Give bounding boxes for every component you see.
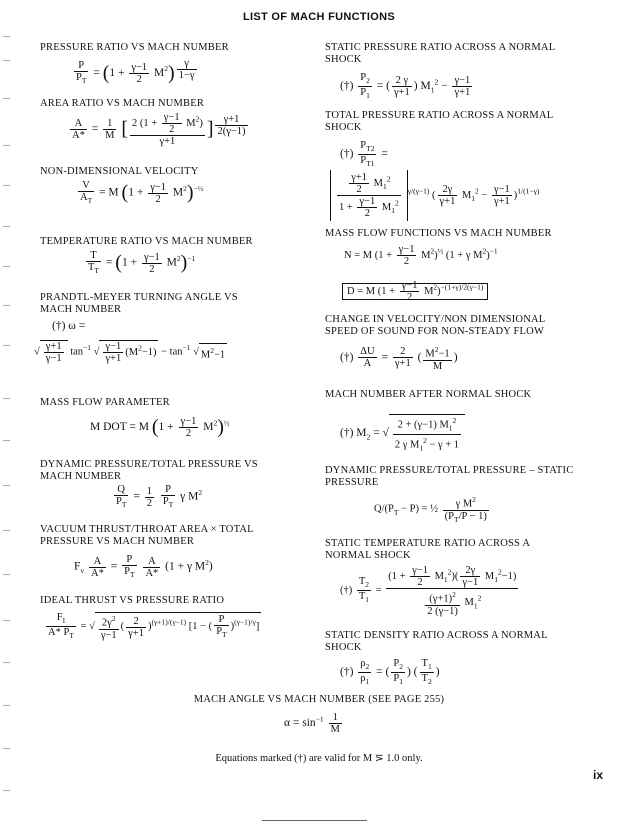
dagger-marker: (†)	[340, 80, 354, 93]
heading-nondim-velocity: NON-DIMENSIONAL VELOCITY	[40, 166, 199, 177]
page-number: ix	[593, 768, 604, 782]
eq-dynamic-pressure: $\frac{Q}{P_T}$ = $\frac{1}{2}$ $\frac{P}{P_T}$ γ $M^2$	[116, 484, 203, 510]
eq-mass-flow-d: D = M (1 + $\frac{\gamma-1}{2}$ $M^2)^{-(1+\gamma)/2(\gamma-1)}$	[342, 280, 488, 303]
dagger-marker: (†)	[52, 320, 66, 332]
heading-mach-after-shock: MACH NUMBER AFTER NORMAL SHOCK	[325, 389, 532, 400]
eq-prandtl-meyer: √ $\frac{\gamma+1}{\gamma-1}$ $\tan^{-1}$ √ $\frac{\gamma-1}{\gamma+1}$ $(M^2-1) - \tan^{-1}$ √ $M^2-1$	[34, 341, 226, 364]
eq-pressure-ratio: $\frac{P}{P_T}$ = (1 + $\frac{\gamma-1}{2}$ $M^2$) $^{\frac{\gamma}{1-\gamma}}$	[76, 58, 195, 86]
eq-vacuum-thrust: $F_v$ $\frac{A}{A*}$ = $\frac{P}{P_T}$ $\frac{A}{A*}$ (1 + γ $M^2$)	[74, 554, 213, 580]
page-title: LIST OF MACH FUNCTIONS	[242, 11, 396, 23]
eq-temperature-ratio: $\frac{T}{T_T}$ = (1 + $\frac{\gamma-1}{2}$ $M^2)^{-1}$	[88, 250, 196, 276]
eq-mach-after-shock: (†) $M_2$ = √ $\frac{2 + (\gamma-1) M_1^2}{2 \gamma M_1^2 - \gamma + 1}$	[340, 414, 465, 453]
heading-pressure-ratio: PRESSURE RATIO VS MACH NUMBER	[40, 42, 229, 53]
eq-mass-flow-n: N = M (1 + $\frac{\gamma-1}{2}$ $M^2)^{\frac{1}{2}}$ (1 + γ $M^2)^{-1}$	[344, 244, 498, 267]
heading-dynamic-pressure: DYNAMIC PRESSURE/TOTAL PRESSURE VS MACH NUMBER	[40, 459, 258, 482]
heading-static-temperature-shock: STATIC TEMPERATURE RATIO ACROSS A NORMAL SHOCK	[325, 538, 530, 561]
dagger-marker: (†)	[340, 427, 354, 440]
heading-area-ratio: AREA RATIO VS MACH NUMBER	[40, 98, 205, 109]
eq-static-pressure-shock: (†) $\frac{P_2}{P_1}$ = ( $\frac{2 \gamma}{\gamma+1}$ ) $M_1^2$ − $\frac{\gamma-1}{\gamma+1}$	[340, 72, 471, 101]
heading-prandtl-meyer: PRANDTL-MEYER TURNING ANGLE VS MACH NUMBER	[40, 292, 238, 315]
heading-mass-flow-param: MASS FLOW PARAMETER	[40, 397, 170, 408]
heading-dynamic-static: DYNAMIC PRESSURE/TOTAL PRESSURE – STATIC PRESSURE	[325, 465, 574, 488]
heading-velocity-change: CHANGE IN VELOCITY/NON DIMENSIONAL SPEED OF SOUND FOR NON-STEADY FLOW	[325, 314, 545, 337]
eq-dynamic-static: $Q/(P_T - P)$ = ½ $\frac{\gamma M^2}{(P_T/P - 1)}$	[374, 495, 487, 524]
eq-mass-flow-param: M DOT = M (1 + $\frac{\gamma-1}{2}$ $M^2)^{\frac{1}{2}}$	[90, 416, 230, 439]
eq-ideal-thrust: $\frac{F_I}{A* P_T}$ = √ $\frac{2\gamma^2}{\gamma-1}$ ( $\frac{2}{\gamma+1}$ )$^{(\gamma+1)/(\gamma-1)}$ [1 − ( $\frac{P}{P_T}$ )$^{(\gamma-1)/\gamma}$]	[48, 612, 260, 641]
dagger-marker: (†)	[340, 666, 354, 679]
heading-mach-angle: MACH ANGLE VS MACH NUMBER (SEE PAGE 255)	[193, 694, 445, 705]
dagger-marker: (†)	[340, 351, 354, 364]
eq-total-pressure-shock-lhs: (†) $\frac{P_{T2}}{P_{T1}}$ =	[340, 140, 388, 169]
heading-mass-flow-functions: MASS FLOW FUNCTIONS VS MACH NUMBER	[325, 228, 552, 239]
heading-vacuum-thrust: VACUUM THRUST/THROAT AREA × TOTAL PRESSURE VS MACH NUMBER	[40, 524, 254, 547]
eq-velocity-change: (†) $\frac{\Delta U}{A}$ = $\frac{2}{\gamma+1}$ ( $\frac{M^2-1}{M}$ )	[340, 345, 458, 372]
heading-static-pressure-shock: STATIC PRESSURE RATIO ACROSS A NORMAL SHOCK	[325, 42, 555, 65]
heading-ideal-thrust: IDEAL THRUST VS PRESSURE RATIO	[40, 595, 225, 606]
eq-prandtl-meyer-lhs: (†) ω =	[52, 320, 86, 332]
eq-mach-angle: $\alpha = \sin^{-1}$ $\frac{1}{M}$	[284, 712, 340, 735]
eq-area-ratio: $\frac{A}{A*}$ = $\frac{1}{M}$ [ 2 (1 + $\frac{\gamma-1}{2}$ $M^2$) γ+1 ] $^{\frac{\gamma+1}{2(\gamma-1)}}$	[72, 112, 246, 147]
heading-static-density-shock: STATIC DENSITY RATIO ACROSS A NORMAL SHOCK	[325, 630, 548, 653]
eq-static-temperature-shock: (†) $\frac{T_2}{T_1}$ = (1 + $\frac{\gamma-1}{2}$ $M_1^2$)( $\frac{2\gamma}{\gamma-1}$ $M_1^2-1$) $\frac{(\gamma+1)^2}{2 (\gamma-1)}$ $M_1^2$	[340, 565, 517, 617]
dagger-marker: (†)	[340, 585, 353, 597]
dagger-marker: (†)	[340, 148, 354, 161]
heading-temperature-ratio: TEMPERATURE RATIO VS MACH NUMBER	[40, 236, 253, 247]
eq-nondim-velocity: $\frac{V}{A_T}$ = M (1 + $\frac{\gamma-1}{2}$ $M^2)^{-\frac{1}{2}}$	[80, 180, 204, 206]
footer-rule	[262, 820, 367, 821]
heading-total-pressure-shock: TOTAL PRESSURE RATIO ACROSS A NORMAL SHOCK	[325, 110, 553, 133]
eq-static-density-shock: (†) $\frac{\rho_2}{\rho_1}$ = ( $\frac{P_2}{P_1}$ ) ( $\frac{T_1}{T_2}$ )	[340, 658, 440, 687]
footnote: Equations marked (†) are valid for M ⋝ 1.0 only.	[215, 753, 423, 764]
eq-total-pressure-shock: $\frac{\gamma+1}{2}$ $M_1^2$ 1 + $\frac{\gamma-1}{2}$ $M_1^2$ $^{\gamma/(\gamma-1)}$ ( $\frac{2\gamma}{\gamma+1}$ $M_1^2$ − $\frac{\gamma-1}{\gamma+1}$ )$^{1/(1-\gamma)}$	[330, 170, 539, 221]
